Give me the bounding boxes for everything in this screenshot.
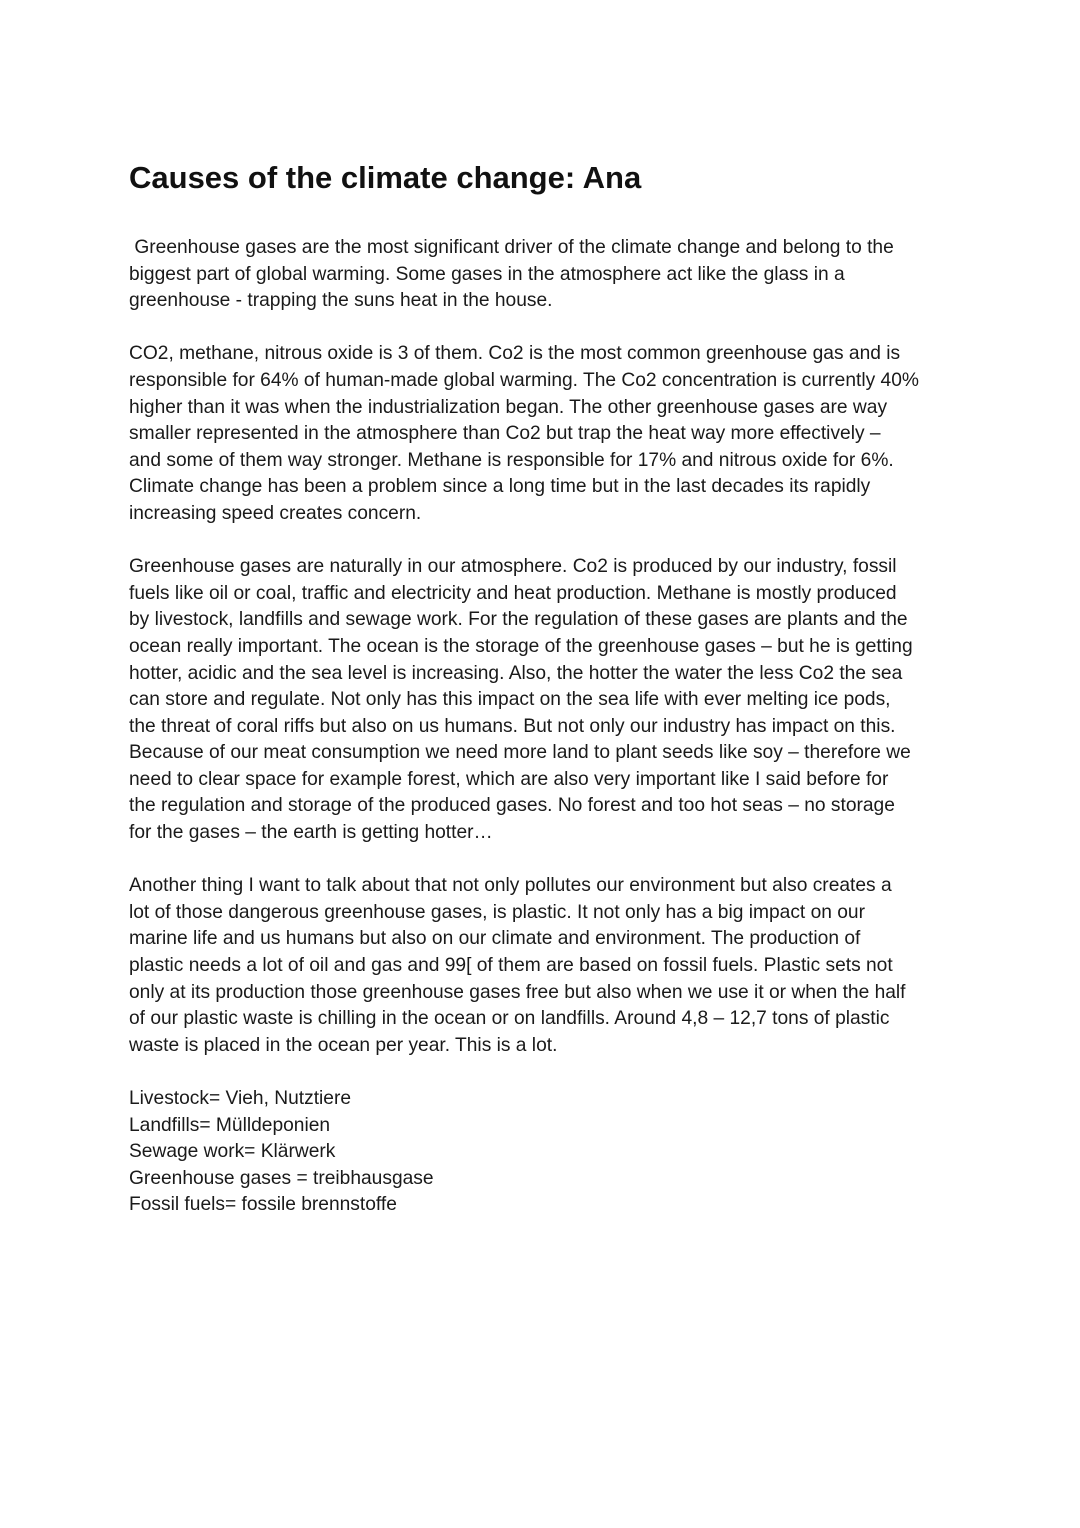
paragraph-line: smaller represented in the atmosphere than Co2 but trap the heat way more effectively – bbox=[129, 423, 881, 445]
paragraph-plastic bbox=[129, 873, 959, 1059]
paragraph-line: marine life and us humans but also on our climate and environment. The production of bbox=[129, 928, 861, 950]
paragraph-line: the threat of coral riffs but also on us humans. But not only our industry has impact on this. bbox=[129, 715, 896, 737]
paragraph-line: Because of our meat consumption we need more land to plant seeds like soy – therefore we bbox=[129, 742, 911, 764]
glossary-item: Sewage work= Klärwerk bbox=[129, 1141, 336, 1163]
paragraph-gases bbox=[129, 341, 959, 527]
glossary-item: Livestock= Vieh, Nutztiere bbox=[129, 1088, 352, 1109]
paragraph-line: lot of those dangerous greenhouse gases, is plastic. It not only has a big impact on our bbox=[129, 901, 865, 923]
paragraph-line: ocean really important. The ocean is the storage of the greenhouse gases – but he is getting bbox=[129, 635, 913, 657]
glossary-item: Fossil fuels= fossile brennstoffe bbox=[129, 1194, 397, 1216]
paragraph-sources bbox=[129, 554, 959, 847]
paragraph-line: for the gases – the earth is getting hotter… bbox=[129, 822, 493, 844]
paragraph-line: greenhouse - trapping the suns heat in the house. bbox=[129, 290, 553, 312]
paragraph-line: of our plastic waste is chilling in the ocean or on landfills. Around 4,8 – 12,7 tons of plastic bbox=[129, 1008, 890, 1030]
paragraph-line: responsible for 64% of human-made global warming. The Co2 concentration is currently 40% bbox=[129, 369, 919, 391]
paragraph-line: waste is placed in the ocean per year. This is a lot. bbox=[129, 1034, 558, 1056]
paragraph-greenhouse-intro bbox=[129, 235, 959, 315]
paragraph-line: Greenhouse gases are naturally in our atmosphere. Co2 is produced by our industry, fossil bbox=[129, 556, 897, 578]
paragraph-line: hotter, acidic and the sea level is increasing. Also, the hotter the water the less Co2 the sea bbox=[129, 662, 903, 684]
paragraph-line: need to clear space for example forest, which are also very important like I said before for bbox=[129, 768, 889, 790]
glossary-list bbox=[129, 1086, 959, 1219]
paragraph-line: plastic needs a lot of oil and gas and 99[ of them are based on fossil fuels. Plastic sets not bbox=[129, 955, 893, 977]
paragraph-line: increasing speed creates concern. bbox=[129, 502, 422, 524]
paragraph-line: Climate change has been a problem since a long time but in the last decades its rapidly bbox=[129, 476, 871, 498]
glossary-item: Landfills= Mülldeponien bbox=[129, 1114, 331, 1136]
paragraph-line: fuels like oil or coal, traffic and electricity and heat production. Methane is mostly produced bbox=[129, 582, 897, 604]
paragraph-line: only at its production those greenhouse gases free but also when we use it or when the half bbox=[129, 981, 906, 1003]
paragraph-line: biggest part of global warming. Some gases in the atmosphere act like the glass in a bbox=[129, 263, 845, 285]
document-title: Causes of the climate change: Ana bbox=[129, 160, 642, 195]
document-body bbox=[129, 235, 959, 1219]
paragraph-line: Greenhouse gases are the most significant driver of the climate change and belong to the bbox=[129, 237, 894, 258]
paragraph-line: and some of them way stronger. Methane is responsible for 17% and nitrous oxide for 6%. bbox=[129, 449, 894, 471]
paragraph-line: the regulation and storage of the produced gases. No forest and too hot seas – no storage bbox=[129, 795, 895, 817]
paragraph-line: CO2, methane, nitrous oxide is 3 of them. Co2 is the most common greenhouse gas and is bbox=[129, 343, 901, 365]
paragraph-line: higher than it was when the industrialization began. The other greenhouse gases are way bbox=[129, 396, 888, 418]
paragraph-line: by livestock, landfills and sewage work. For the regulation of these gases are plants and the bbox=[129, 609, 908, 631]
glossary-item: Greenhouse gases = treibhausgase bbox=[129, 1167, 434, 1189]
paragraph-line: Another thing I want to talk about that not only pollutes our environment but also creates a bbox=[129, 875, 892, 897]
paragraph-line: can store and regulate. Not only has this impact on the sea life with ever melting ice pods, bbox=[129, 689, 891, 711]
